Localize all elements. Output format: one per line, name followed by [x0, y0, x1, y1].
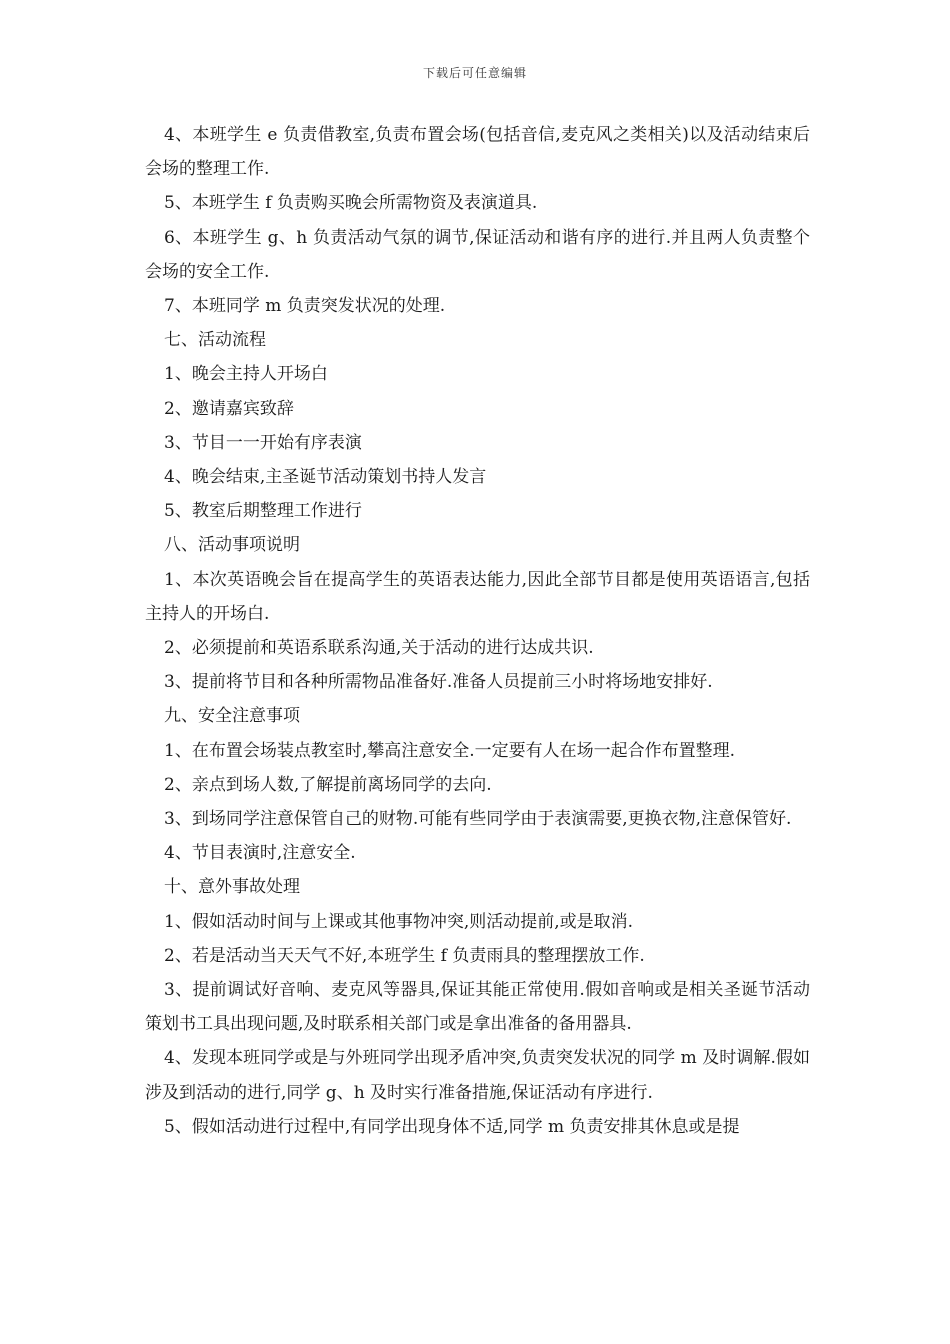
section-heading-safety: 九、安全注意事项	[164, 706, 300, 727]
list-item: 4、发现本班同学或是与外班同学出现矛盾冲突,负责突发状况的同学 m 及时调解.假如涉及到活动的进行,同学 g、h 及时实行准备措施,保证活动有序进行.	[145, 1048, 810, 1103]
list-item: 3、提前调试好音响、麦克风等器具,保证其能正常使用.假如音响或是相关圣诞节活动策划书工具出现问题,及时联系相关部门或是拿出准备的备用器具.	[145, 980, 810, 1035]
list-item: 3、节目一一开始有序表演	[164, 432, 362, 453]
section-heading-flow: 七、活动流程	[164, 330, 266, 351]
page-header: 下载后可任意编辑	[422, 66, 527, 80]
paragraph-task-e: 4、本班学生 e 负责借教室,负责布置会场(包括音信,麦克风之类相关)以及活动结束后会场的整理工作.	[145, 125, 810, 180]
list-item: 2、邀请嘉宾致辞	[164, 398, 294, 419]
document-body	[145, 118, 810, 1144]
list-item: 4、节目表演时,注意安全.	[164, 843, 356, 864]
list-item: 3、提前将节目和各种所需物品准备好.准备人员提前三小时将场地安排好.	[164, 672, 713, 693]
section-heading-accidents: 十、意外事故处理	[164, 877, 300, 898]
list-item: 1、晚会主持人开场白	[164, 364, 328, 385]
list-item: 5、教室后期整理工作进行	[164, 501, 362, 522]
list-item: 5、假如活动进行过程中,有同学出现身体不适,同学 m 负责安排其休息或是提	[164, 1116, 740, 1137]
list-item: 1、假如活动时间与上课或其他事物冲突,则活动提前,或是取消.	[164, 911, 634, 932]
paragraph-task-f: 5、本班学生 f 负责购买晚会所需物资及表演道具.	[164, 193, 538, 214]
list-item: 4、晚会结束,主圣诞节活动策划书持人发言	[164, 467, 487, 488]
list-item: 1、本次英语晚会旨在提高学生的英语表达能力,因此全部节目都是使用英语语言,包括主持人的开场白.	[145, 569, 810, 624]
paragraph-task-m: 7、本班同学 m 负责突发状况的处理.	[164, 296, 446, 317]
list-item: 2、亲点到场人数,了解提前离场同学的去向.	[164, 774, 492, 795]
list-item: 1、在布置会场装点教室时,攀高注意安全.一定要有人在场一起合作布置整理.	[164, 740, 736, 761]
list-item: 2、若是活动当天天气不好,本班学生 f 负责雨具的整理摆放工作.	[164, 945, 645, 966]
list-item: 2、必须提前和英语系联系沟通,关于活动的进行达成共识.	[164, 638, 594, 659]
list-item: 3、到场同学注意保管自己的财物.可能有些同学由于表演需要,更换衣物,注意保管好.	[164, 809, 792, 830]
paragraph-task-gh: 6、本班学生 g、h 负责活动气氛的调节,保证活动和谐有序的进行.并且两人负责整个会场的安全工作.	[145, 227, 810, 282]
section-heading-notes: 八、活动事项说明	[164, 535, 300, 556]
